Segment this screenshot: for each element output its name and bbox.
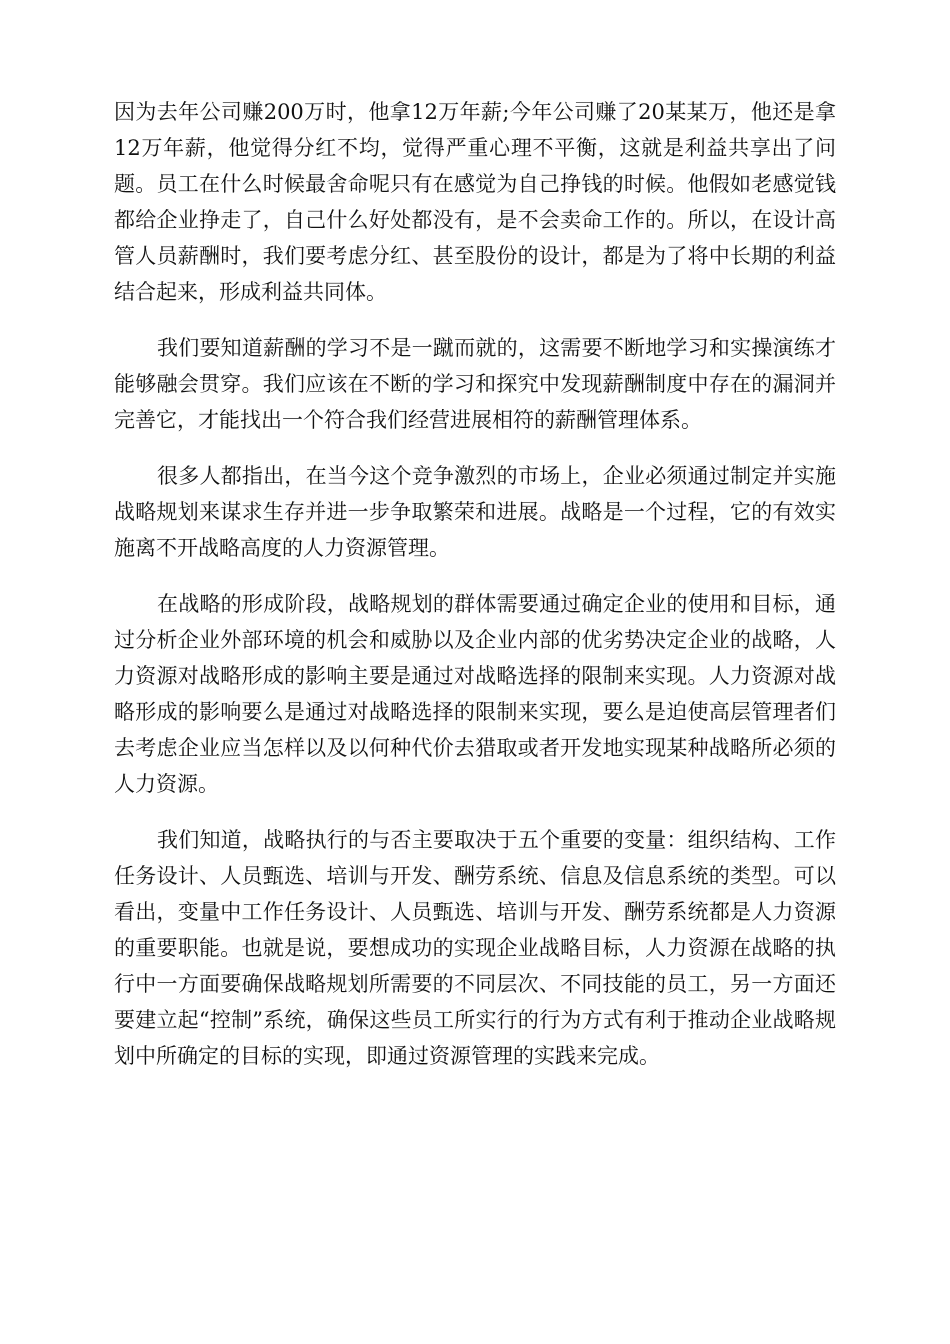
- paragraph-continued: 因为去年公司赚200万时，他拿12万年薪;今年公司赚了20某某万，他还是拿12万年薪，他觉得分红不均，觉得严重心理不平衡，这就是利益共享出了问题。员工在什么时候最舍命呢只有在感觉为自己挣钱的时候。他假如老感觉钱都给企业挣走了，自己什么好处都没有，是不会卖命工作的。所以，在设计高管人员薪酬时，我们要考虑分红、甚至股份的设计，都是为了将中长期的利益结合起来，形成利益共同体。: [114, 100, 836, 304]
- paragraph-strategy-formation: 在战略的形成阶段，战略规划的群体需要通过确定企业的使用和目标，通过分析企业外部环境的机会和威胁以及企业内部的优劣势决定企业的战略，人力资源对战略形成的影响主要是通过对战略选择的限制来实现。人力资源对战略形成的影响要么是通过对战略选择的限制来实现，要么是迫使高层管理者们去考虑企业应当怎样以及以何种代价去猎取或者开发地实现某种战略所必须的人力资源。: [114, 592, 836, 796]
- paragraph-strategy-execution: 我们知道，战略执行的与否主要取决于五个重要的变量：组织结构、工作任务设计、人员甄选、培训与开发、酬劳系统、信息及信息系统的类型。可以看出，变量中工作任务设计、人员甄选、培训与开发、酬劳系统都是人力资源的重要职能。也就是说，要想成功的实现企业战略目标，人力资源在战略的执行中一方面要确保战略规划所需要的不同层次、不同技能的员工，另一方面还要建立起“控制”系统，确保这些员工所实行的行为方式有利于推动企业战略规划中所确定的目标的实现，即通过资源管理的实践来完成。: [114, 828, 836, 1068]
- document-page: [114, 94, 836, 1074]
- paragraph-salary-learning: 我们要知道薪酬的学习不是一蹴而就的，这需要不断地学习和实操演练才能够融会贯穿。我们应该在不断的学习和探究中发现薪酬制度中存在的漏洞并完善它，才能找出一个符合我们经营进展相符的薪酬管理体系。: [114, 336, 836, 432]
- paragraph-strategy-intro: 很多人都指出，在当今这个竞争激烈的市场上，企业必须通过制定并实施战略规划来谋求生存并进一步争取繁荣和进展。战略是一个过程，它的有效实施离不开战略高度的人力资源管理。: [114, 464, 836, 560]
